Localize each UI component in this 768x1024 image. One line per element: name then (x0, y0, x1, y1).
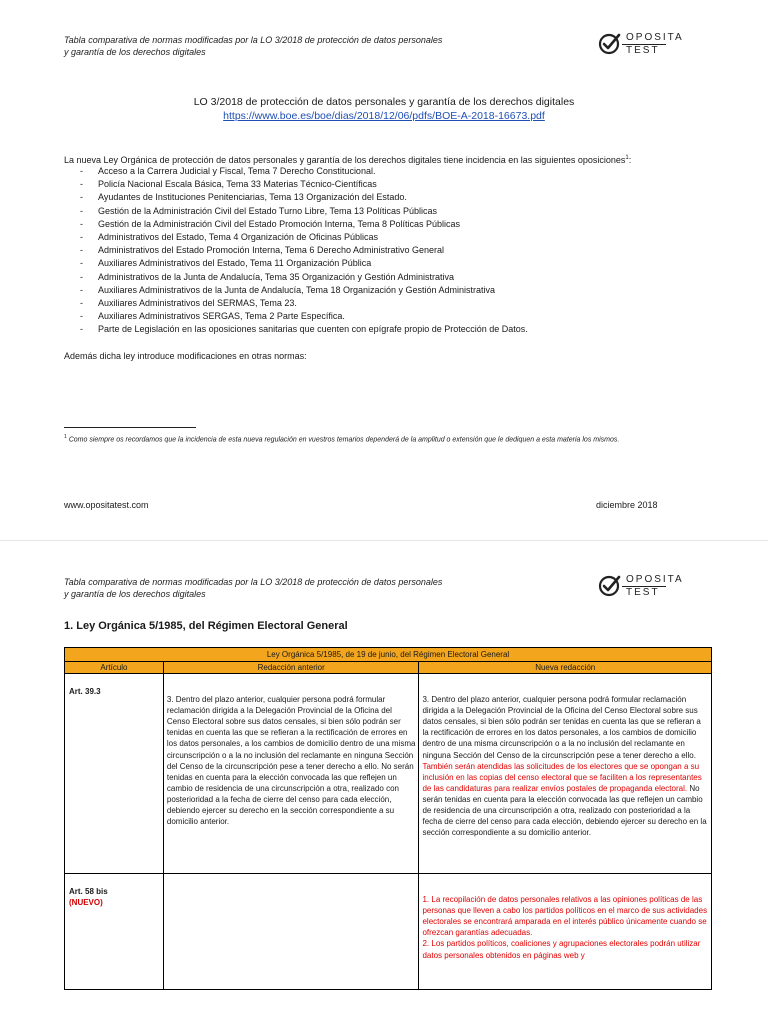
nueva-added-text: También serán atendidas las solicitudes de los electores que se opongan a su inclusión en las copias del censo electoral que se faciliten a los representantes de las candidaturas para realizar envíos postales de propaganda electoral. (422, 761, 702, 793)
table-row (65, 674, 712, 874)
col-header-articulo: Artículo (65, 662, 164, 674)
cell-nueva (419, 874, 712, 990)
list-item: - Administrativos del Estado, Tema 4 Organización de Oficinas Públicas (80, 231, 720, 244)
list-item: - Gestión de la Administración Civil del Estado Turno Libre, Tema 13 Políticas Públicas (80, 205, 720, 218)
list-item: - Auxiliares Administrativos del SERMAS, Tema 23. (80, 297, 720, 310)
section-title: 1. Ley Orgánica 5/1985, del Régimen Electoral General (64, 620, 348, 632)
list-item: - Ayudantes de Instituciones Penitenciarias, Tema 13 Organización del Estado. (80, 191, 720, 204)
footnote-number: 1 (64, 434, 67, 440)
header-line-1: Tabla comparativa de normas modificadas por la LO 3/2018 de protección de datos personales (64, 577, 443, 587)
nueva-text: 3. Dentro del plazo anterior, cualquier persona podrá formular reclamación dirigida a la Delegación Provincial de la Oficina del Censo Electoral sobre sus datos censales, si bien sólo podrán ser tenidas en cuenta las que se refieran a la rectificación de errores en los datos personales, a los cambios de domicilio dentro de una misma circunscripción o a la no inclusión del reclamante en ninguna Sección del Censo de la circunscripción pese a tener derecho a ello. (422, 695, 701, 760)
nueva-text-end: No serán tenidas en cuenta para la elección convocada las que reflejen un cambio de residencia de una circunscripción a otra, realizado con posterioridad a la fecha de cierre del censo para cada elección, debiendo ejercer su derecho en la sección correspondiente a su domicilio anterior. (422, 783, 707, 838)
intro-text: La nueva Ley Orgánica de protección de datos personales y garantía de los derechos digitales tiene incidencia en las siguientes oposiciones (64, 155, 626, 165)
checkmark-circle-icon (598, 574, 622, 598)
footnote-text: Como siempre os recordamos que la incidencia de esta nueva regulación en vuestros temarios dependerá de la amplitud o extensión que le dediquen a esta materia los mismos. (68, 436, 620, 444)
list-item: - Gestión de la Administración Civil del Estado Promoción Interna, Tema 8 Políticas Públicas (80, 218, 720, 231)
list-item: - Policía Nacional Escala Básica, Tema 33 Materias Técnico-Científicas (80, 178, 720, 191)
list-item: - Parte de Legislación en las oposiciones sanitarias que cuenten con epígrafe propio de Protección de Datos. (80, 323, 720, 336)
table-title: Ley Orgánica 5/1985, de 19 de junio, del Régimen Electoral General (65, 648, 712, 662)
opositatest-logo-2 (598, 572, 684, 604)
checkmark-circle-icon (598, 32, 622, 56)
col-header-anterior: Redacción anterior (163, 662, 419, 674)
intro-colon: : (628, 155, 632, 165)
also-paragraph: Además dicha ley introduce modificaciones en otras normas: (64, 351, 307, 361)
page-separator (0, 540, 768, 541)
doc-title: LO 3/2018 de protección de datos personales y garantía de los derechos digitales (193, 96, 575, 108)
article-number: Art. 39.3 (69, 687, 101, 697)
logo-text-bottom: TEST (626, 45, 660, 56)
opositatest-logo (598, 30, 684, 62)
nueva-paragraph-2: 2. Los partidos políticos, coaliciones y agrupaciones electorales podrán utilizar datos personales obtenidos en páginas web y (422, 939, 701, 960)
footnote (64, 432, 714, 445)
article-number: Art. 58 bis (69, 887, 108, 897)
footer-site[interactable]: www.opositatest.com (64, 500, 149, 510)
footnote-ref[interactable]: 1 (625, 155, 629, 161)
table-row (65, 874, 712, 990)
boe-link[interactable]: https://www.boe.es/boe/dias/2018/12/06/pdfs/BOE-A-2018-16673.pdf (223, 110, 545, 122)
comparison-table (64, 647, 712, 990)
logo-text-bottom: TEST (626, 587, 660, 598)
cell-anterior (163, 874, 419, 990)
nueva-paragraph-1: 1. La recopilación de datos personales relativos a las opiniones políticas de las personas que lleven a cabo los partidos políticos en el marco de sus actividades electorales se encontrará amparada en el interés público únicamente cuando se ofrezcan garantías adecuadas. (422, 895, 708, 938)
header-line-2: y garantía de los derechos digitales (64, 47, 206, 57)
page-header-2 (64, 576, 442, 600)
list-item: - Administrativos de la Junta de Andalucía, Tema 35 Organización y Gestión Administrativa (80, 271, 720, 284)
list-item: - Auxiliares Administrativos de la Junta de Andalucía, Tema 18 Organización y Gestión Administrativa (80, 284, 720, 297)
new-article-badge: (NUEVO) (69, 898, 103, 908)
cell-anterior: 3. Dentro del plazo anterior, cualquier persona podrá formular reclamación dirigida a la Delegación Provincial de la Oficina del Censo Electoral sobre sus datos censales, si bien sólo podrán ser tenidas en cuenta las que se refieran a la rectificación de errores en los datos personales, a los cambios de domicilio dentro de una misma circunscripción o a la no inclusión del reclamante en ninguna Sección del Censo de la circunscripción pese a tener derecho a ello. No serán tenidas en cuenta para la elección convocada las que reflejen un cambio de residencia de una circunscripción a otra, realizado con posterioridad a la fecha de cierre del censo para cada elección, debiendo ejercer su derecho en la sección correspondiente a su domicilio anterior. (163, 674, 419, 874)
page-header (64, 34, 442, 58)
header-line-2: y garantía de los derechos digitales (64, 589, 206, 599)
list-item: - Auxiliares Administrativos del Estado, Tema 11 Organización Pública (80, 257, 720, 270)
cell-nueva (419, 674, 712, 874)
header-line-1: Tabla comparativa de normas modificadas por la LO 3/2018 de protección de datos personales (64, 35, 443, 45)
list-item: - Acceso a la Carrera Judicial y Fiscal, Tema 7 Derecho Constitucional. (80, 165, 720, 178)
list-item: - Auxiliares Administrativos SERGAS, Tema 2 Parte Específica. (80, 310, 720, 323)
footnote-separator (64, 427, 196, 428)
list-item: - Administrativos del Estado Promoción Interna, Tema 6 Derecho Administrativo General (80, 244, 720, 257)
logo-text-top: OPOSITA (626, 574, 684, 585)
footer-date: diciembre 2018 (596, 500, 658, 510)
logo-text-top: OPOSITA (626, 32, 684, 43)
intro-paragraph (64, 152, 714, 166)
col-header-nueva: Nueva redacción (419, 662, 712, 674)
cell-articulo (65, 674, 164, 874)
cell-articulo (65, 874, 164, 990)
oposiciones-list (80, 165, 720, 337)
